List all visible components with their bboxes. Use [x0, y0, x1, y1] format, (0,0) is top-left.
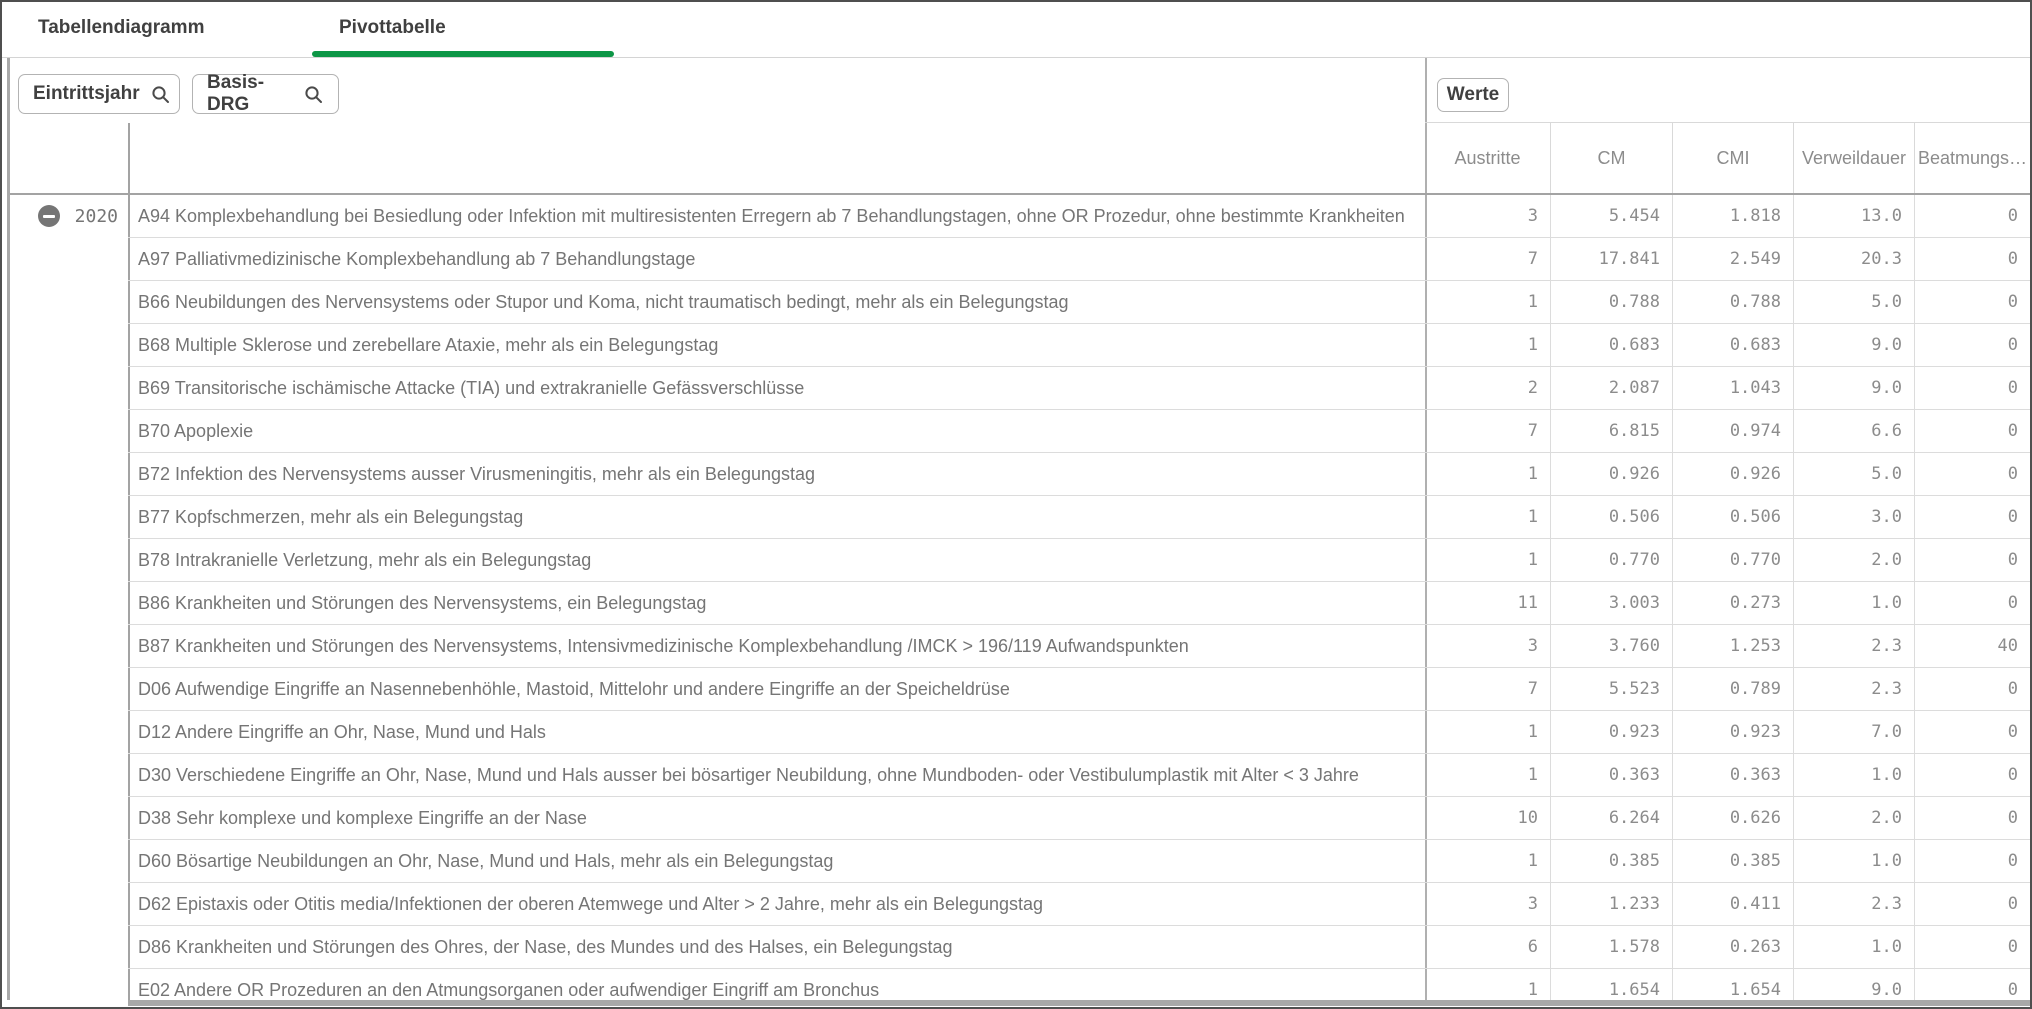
pivot-value-cell: 0	[1914, 367, 2030, 410]
tab-label: Tabellendiagramm	[38, 17, 205, 38]
column-header-row	[1425, 122, 2030, 193]
pivot-value-cell: 0.683	[1550, 324, 1672, 367]
pivot-value-cell: 6.815	[1550, 410, 1672, 453]
table-row	[128, 410, 2030, 453]
pivot-value-cell: 2.3	[1793, 625, 1914, 668]
row-group-year-label: 2020	[74, 206, 118, 227]
pivot-value-cell: 0.363	[1672, 754, 1793, 797]
search-icon	[303, 84, 324, 105]
pivot-value-cell: 40	[1914, 625, 2030, 668]
pivot-value-cell: 0.788	[1550, 281, 1672, 324]
pivot-value-cell: 2.3	[1793, 883, 1914, 926]
table-row	[128, 367, 2030, 410]
column-header: CM	[1550, 122, 1672, 193]
pivot-value-cell: 1	[1425, 969, 1550, 1000]
pivot-value-cell: 1	[1425, 754, 1550, 797]
pivot-value-cell: 2	[1425, 367, 1550, 410]
pivot-value-cell: 0.385	[1550, 840, 1672, 883]
pivot-row-label[interactable]: B72 Infektion des Nervensystems ausser Virusmeningitis, mehr als ein Belegungstag	[128, 453, 1425, 496]
pivot-value-cell: 5.523	[1550, 668, 1672, 711]
pivot-value-cell: 0.363	[1550, 754, 1672, 797]
pivot-value-cell: 0	[1914, 539, 2030, 582]
pivot-value-cell: 7.0	[1793, 711, 1914, 754]
pivot-row-label[interactable]: D12 Andere Eingriffe an Ohr, Nase, Mund und Hals	[128, 711, 1425, 754]
table-row	[128, 496, 2030, 539]
table-row	[128, 324, 2030, 367]
pivot-value-cell: 3.0	[1793, 496, 1914, 539]
pivot-row-label[interactable]: B77 Kopfschmerzen, mehr als ein Belegungstag	[128, 496, 1425, 539]
pivot-row-label[interactable]: B78 Intrakranielle Verletzung, mehr als ein Belegungstag	[128, 539, 1425, 582]
pivot-value-cell: 2.3	[1793, 668, 1914, 711]
pivot-value-cell: 0.506	[1672, 496, 1793, 539]
pivot-value-cell: 20.3	[1793, 238, 1914, 281]
pivot-value-cell: 2.0	[1793, 797, 1914, 840]
pivot-value-cell: 0	[1914, 453, 2030, 496]
table-row	[128, 926, 2030, 969]
pivot-value-cell: 1.0	[1793, 840, 1914, 883]
pivot-value-cell: 1	[1425, 281, 1550, 324]
pivot-row-label[interactable]: D86 Krankheiten und Störungen des Ohres, der Nase, des Mundes und des Halses, ein Belegungstag	[128, 926, 1425, 969]
pivot-value-cell: 0.974	[1672, 410, 1793, 453]
pivot-row-label[interactable]: D62 Epistaxis oder Otitis media/Infektionen der oberen Atemwege und Alter > 2 Jahre, mehr als ein Belegungstag	[128, 883, 1425, 926]
table-row	[128, 195, 2030, 238]
pivot-value-cell: 6.6	[1793, 410, 1914, 453]
column-header: Beatmungs…	[1914, 122, 2030, 193]
pivot-value-cell: 9.0	[1793, 367, 1914, 410]
horizontal-scrollbar[interactable]	[128, 1000, 2030, 1006]
pivot-value-cell: 1.0	[1793, 582, 1914, 625]
tab-pivottabelle[interactable]	[312, 2, 614, 57]
pivot-value-cell: 10	[1425, 797, 1550, 840]
pivot-table-panel	[2, 58, 2030, 1007]
pivot-row-label[interactable]: D60 Bösartige Neubildungen an Ohr, Nase, Mund und Hals, mehr als ein Belegungstag	[128, 840, 1425, 883]
pivot-value-cell: 2.549	[1672, 238, 1793, 281]
column-header: Verweildauer	[1793, 122, 1914, 193]
pivot-value-cell: 3	[1425, 195, 1550, 238]
table-row	[128, 625, 2030, 668]
pivot-value-cell: 0.923	[1550, 711, 1672, 754]
table-row	[128, 668, 2030, 711]
column-header: Austritte	[1425, 122, 1550, 193]
pivot-value-cell: 0.683	[1672, 324, 1793, 367]
pivot-value-cell: 0	[1914, 410, 2030, 453]
tab-label: Pivottabelle	[339, 17, 446, 38]
pivot-value-cell: 1.654	[1672, 969, 1793, 1000]
pivot-value-cell: 0	[1914, 754, 2030, 797]
pivot-value-cell: 0	[1914, 668, 2030, 711]
pivot-row-label[interactable]: E02 Andere OR Prozeduren an den Atmungsorganen oder aufwendiger Eingriff am Bronchus	[128, 969, 1425, 1000]
pivot-value-cell: 0.926	[1672, 453, 1793, 496]
pivot-value-cell: 0.770	[1550, 539, 1672, 582]
pivot-row-label[interactable]: A97 Palliativmedizinische Komplexbehandlung ab 7 Behandlungstage	[128, 238, 1425, 281]
pivot-value-cell: 9.0	[1793, 324, 1914, 367]
pivot-value-cell: 0.263	[1672, 926, 1793, 969]
pivot-value-cell: 0.770	[1672, 539, 1793, 582]
pivot-row-label[interactable]: A94 Komplexbehandlung bei Besiedlung oder Infektion mit multiresistenten Erregern ab 7 Behandlungstagen, ohne OR Prozedur, ohne bestimmte Krankheiten	[128, 195, 1425, 238]
collapse-minus-icon[interactable]	[38, 205, 60, 227]
pivot-value-cell: 0	[1914, 926, 2030, 969]
pivot-value-cell: 1.654	[1550, 969, 1672, 1000]
pivot-value-cell: 0	[1914, 496, 2030, 539]
filter-label: Eintrittsjahr	[33, 83, 140, 104]
table-row	[128, 797, 2030, 840]
pivot-value-cell: 0	[1914, 840, 2030, 883]
sheet-tab-bar	[2, 2, 2030, 58]
pivot-value-cell: 11	[1425, 582, 1550, 625]
pivot-value-cell: 2.087	[1550, 367, 1672, 410]
pivot-value-cell: 0	[1914, 969, 2030, 1000]
pivot-value-cell: 3.760	[1550, 625, 1672, 668]
pivot-value-cell: 1.043	[1672, 367, 1793, 410]
pivot-value-cell: 1.0	[1793, 754, 1914, 797]
pivot-value-cell: 1	[1425, 711, 1550, 754]
pivot-value-cell: 13.0	[1793, 195, 1914, 238]
pivot-row-label[interactable]: B70 Apoplexie	[128, 410, 1425, 453]
table-row	[128, 969, 2030, 1000]
pivot-value-cell: 3	[1425, 883, 1550, 926]
table-row	[128, 754, 2030, 797]
pivot-value-cell: 17.841	[1550, 238, 1672, 281]
pivot-row-label[interactable]: B86 Krankheiten und Störungen des Nervensystems, ein Belegungstag	[128, 582, 1425, 625]
table-row	[128, 582, 2030, 625]
pivot-row-label[interactable]: D06 Aufwendige Eingriffe an Nasennebenhöhle, Mastoid, Mittelohr und andere Eingriffe an der Speicheldrüse	[128, 668, 1425, 711]
pivot-value-cell: 1	[1425, 324, 1550, 367]
pivot-row-label[interactable]: B69 Transitorische ischämische Attacke (TIA) und extrakranielle Gefässverschlüsse	[128, 367, 1425, 410]
pivot-value-cell: 6.264	[1550, 797, 1672, 840]
pivot-value-cell: 2.0	[1793, 539, 1914, 582]
pivot-value-cell: 0	[1914, 324, 2030, 367]
pivot-value-cell: 0.273	[1672, 582, 1793, 625]
pivot-value-cell: 0	[1914, 281, 2030, 324]
pivot-value-cell: 7	[1425, 238, 1550, 281]
pivot-value-cell: 0	[1914, 195, 2030, 238]
search-icon	[150, 84, 171, 105]
pivot-value-cell: 1	[1425, 840, 1550, 883]
pivot-value-cell: 5.454	[1550, 195, 1672, 238]
pivot-value-cell: 7	[1425, 668, 1550, 711]
pivot-value-cell: 1.0	[1793, 926, 1914, 969]
pivot-value-cell: 0.926	[1550, 453, 1672, 496]
pivot-value-cell: 5.0	[1793, 453, 1914, 496]
filter-basis-drg-button[interactable]	[192, 74, 339, 114]
table-row	[128, 840, 2030, 883]
pivot-row-label[interactable]: D30 Verschiedene Eingriffe an Ohr, Nase, Mund und Hals ausser bei bösartiger Neubildung, ohne Mundboden- oder Vestibulumplastik mit Alter < 3 Jahre	[128, 754, 1425, 797]
pivot-value-cell: 0.385	[1672, 840, 1793, 883]
pivot-value-cell: 1	[1425, 453, 1550, 496]
pivot-value-cell: 3.003	[1550, 582, 1672, 625]
pivot-value-cell: 7	[1425, 410, 1550, 453]
filter-eintrittsjahr-button[interactable]	[18, 74, 180, 114]
pivot-value-cell: 6	[1425, 926, 1550, 969]
values-button[interactable]	[1437, 78, 1509, 112]
pivot-value-cell: 1.818	[1672, 195, 1793, 238]
row-group-year[interactable]	[10, 195, 128, 238]
table-row	[128, 281, 2030, 324]
pivot-value-cell: 0.506	[1550, 496, 1672, 539]
pivot-value-cell: 5.0	[1793, 281, 1914, 324]
tab-tabellendiagramm[interactable]	[38, 2, 238, 57]
pivot-value-cell: 9.0	[1793, 969, 1914, 1000]
table-row	[128, 711, 2030, 754]
pivot-row-label[interactable]: B68 Multiple Sklerose und zerebellare Ataxie, mehr als ein Belegungstag	[128, 324, 1425, 367]
pivot-row-label[interactable]: B87 Krankheiten und Störungen des Nervensystems, Intensivmedizinische Komplexbehandlung /IMCK > 196/119 Aufwandspunkten	[128, 625, 1425, 668]
pivot-value-cell: 3	[1425, 625, 1550, 668]
column-header: CMI	[1672, 122, 1793, 193]
pivot-value-cell: 0	[1914, 711, 2030, 754]
pivot-row-label[interactable]: D38 Sehr komplexe und komplexe Eingriffe an der Nase	[128, 797, 1425, 840]
table-row	[128, 539, 2030, 582]
table-row	[128, 883, 2030, 926]
pivot-row-label[interactable]: B66 Neubildungen des Nervensystems oder Stupor und Koma, nicht traumatisch bedingt, mehr als ein Belegungstag	[128, 281, 1425, 324]
pivot-body	[128, 195, 2030, 1000]
values-button-label: Werte	[1446, 84, 1500, 105]
pivot-value-cell: 0	[1914, 797, 2030, 840]
pivot-value-cell: 1	[1425, 496, 1550, 539]
pivot-value-cell: 0.789	[1672, 668, 1793, 711]
pivot-value-cell: 1.253	[1672, 625, 1793, 668]
pivot-value-cell: 0.788	[1672, 281, 1793, 324]
pivot-value-cell: 0	[1914, 238, 2030, 281]
pivot-value-cell: 1.233	[1550, 883, 1672, 926]
pivot-value-cell: 0.626	[1672, 797, 1793, 840]
active-tab-underline	[312, 51, 614, 57]
pivot-value-cell: 0	[1914, 883, 2030, 926]
filter-label: Basis-DRG	[207, 72, 265, 115]
pivot-value-cell: 0.923	[1672, 711, 1793, 754]
pivot-value-cell: 1	[1425, 539, 1550, 582]
table-row	[128, 453, 2030, 496]
pivot-value-cell: 0.411	[1672, 883, 1793, 926]
pivot-value-cell: 1.578	[1550, 926, 1672, 969]
pivot-value-cell: 0	[1914, 582, 2030, 625]
table-row	[128, 238, 2030, 281]
